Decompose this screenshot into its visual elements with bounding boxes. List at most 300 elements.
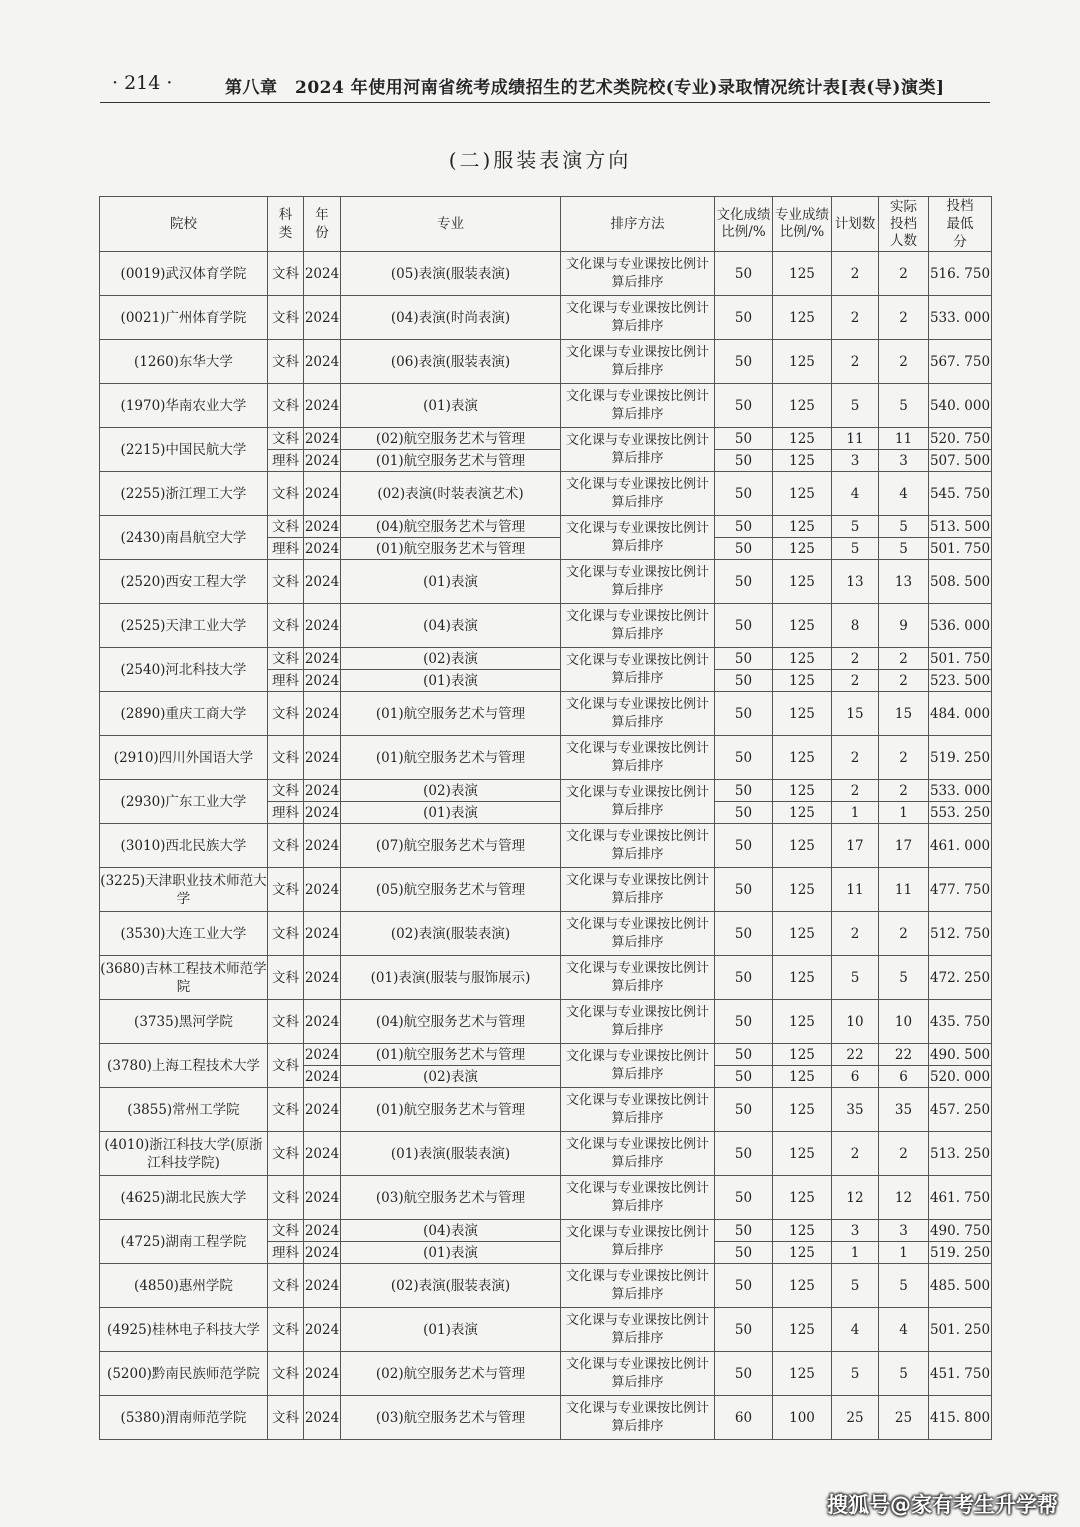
plan-count: 15 bbox=[832, 692, 879, 736]
year: 2024 bbox=[304, 450, 341, 472]
year: 2024 bbox=[304, 1242, 341, 1264]
plan-count: 11 bbox=[832, 428, 879, 450]
plan-count: 12 bbox=[832, 1176, 879, 1220]
pro-ratio: 125 bbox=[773, 472, 832, 516]
table-header bbox=[100, 197, 992, 252]
major: (06)表演(服装表演) bbox=[341, 340, 561, 384]
school-name: (2430)南昌航空大学 bbox=[100, 516, 268, 560]
major: (01)表演 bbox=[341, 384, 561, 428]
pro-ratio: 125 bbox=[773, 1044, 832, 1066]
actual-count: 5 bbox=[879, 1352, 929, 1396]
sort-method: 文化课与专业课按比例计算后排序 bbox=[561, 1176, 715, 1220]
min-score: 477. 750 bbox=[929, 868, 992, 912]
sort-method: 文化课与专业课按比例计算后排序 bbox=[561, 692, 715, 736]
school-name: (2525)天津工业大学 bbox=[100, 604, 268, 648]
culture-ratio: 50 bbox=[715, 472, 773, 516]
major: (01)表演(服装与服饰展示) bbox=[341, 956, 561, 1000]
major: (01)航空服务艺术与管理 bbox=[341, 692, 561, 736]
culture-ratio: 50 bbox=[715, 340, 773, 384]
category: 理科 bbox=[268, 1242, 304, 1264]
sort-method: 文化课与专业课按比例计算后排序 bbox=[561, 648, 715, 692]
plan-count: 2 bbox=[832, 670, 879, 692]
culture-ratio: 50 bbox=[715, 296, 773, 340]
major: (02)表演 bbox=[341, 648, 561, 670]
sort-method: 文化课与专业课按比例计算后排序 bbox=[561, 1264, 715, 1308]
year: 2024 bbox=[304, 1220, 341, 1242]
major: (02)航空服务艺术与管理 bbox=[341, 1352, 561, 1396]
category: 文科 bbox=[268, 1044, 304, 1088]
culture-ratio: 50 bbox=[715, 1044, 773, 1066]
sort-method: 文化课与专业课按比例计算后排序 bbox=[561, 868, 715, 912]
category: 文科 bbox=[268, 912, 304, 956]
min-score: 545. 750 bbox=[929, 472, 992, 516]
actual-count: 2 bbox=[879, 296, 929, 340]
major: (02)表演(服装表演) bbox=[341, 1264, 561, 1308]
culture-ratio: 60 bbox=[715, 1396, 773, 1440]
school-name: (5380)渭南师范学院 bbox=[100, 1396, 268, 1440]
section-title: (二)服装表演方向 bbox=[448, 148, 632, 172]
min-score: 533. 000 bbox=[929, 780, 992, 802]
culture-ratio: 50 bbox=[715, 384, 773, 428]
min-score: 501. 750 bbox=[929, 538, 992, 560]
culture-ratio: 50 bbox=[715, 780, 773, 802]
table-row bbox=[100, 780, 992, 802]
category: 理科 bbox=[268, 802, 304, 824]
culture-ratio: 50 bbox=[715, 824, 773, 868]
year: 2024 bbox=[304, 560, 341, 604]
page-number: · 214 · bbox=[112, 72, 173, 94]
school-name: (3530)大连工业大学 bbox=[100, 912, 268, 956]
table-row bbox=[100, 648, 992, 670]
pro-ratio: 125 bbox=[773, 1242, 832, 1264]
category: 文科 bbox=[268, 1264, 304, 1308]
category: 文科 bbox=[268, 1396, 304, 1440]
sort-method: 文化课与专业课按比例计算后排序 bbox=[561, 824, 715, 868]
plan-count: 3 bbox=[832, 450, 879, 472]
year: 2024 bbox=[304, 1000, 341, 1044]
table-row bbox=[100, 516, 992, 538]
actual-count: 2 bbox=[879, 1132, 929, 1176]
pro-ratio: 125 bbox=[773, 296, 832, 340]
plan-count: 2 bbox=[832, 780, 879, 802]
sort-method: 文化课与专业课按比例计算后排序 bbox=[561, 1000, 715, 1044]
pro-ratio: 125 bbox=[773, 780, 832, 802]
school-name: (1970)华南农业大学 bbox=[100, 384, 268, 428]
culture-ratio: 50 bbox=[715, 1308, 773, 1352]
plan-count: 5 bbox=[832, 516, 879, 538]
min-score: 485. 500 bbox=[929, 1264, 992, 1308]
plan-count: 2 bbox=[832, 1132, 879, 1176]
culture-ratio: 50 bbox=[715, 1066, 773, 1088]
school-name: (3855)常州工学院 bbox=[100, 1088, 268, 1132]
min-score: 501. 250 bbox=[929, 1308, 992, 1352]
school-name: (2930)广东工业大学 bbox=[100, 780, 268, 824]
min-score: 516. 750 bbox=[929, 252, 992, 296]
min-score: 484. 000 bbox=[929, 692, 992, 736]
year: 2024 bbox=[304, 428, 341, 450]
year: 2024 bbox=[304, 538, 341, 560]
sort-method: 文化课与专业课按比例计算后排序 bbox=[561, 604, 715, 648]
plan-count: 2 bbox=[832, 296, 879, 340]
min-score: 523. 500 bbox=[929, 670, 992, 692]
table-row bbox=[100, 1264, 992, 1308]
header-category: 科类 bbox=[268, 197, 304, 252]
pro-ratio: 125 bbox=[773, 384, 832, 428]
category: 文科 bbox=[268, 824, 304, 868]
major: (03)航空服务艺术与管理 bbox=[341, 1176, 561, 1220]
school-name: (3225)天津职业技术师范大学 bbox=[100, 868, 268, 912]
year: 2024 bbox=[304, 1088, 341, 1132]
header-min-score: 投档最低分 bbox=[929, 197, 992, 252]
table-row bbox=[100, 340, 992, 384]
table-row bbox=[100, 428, 992, 450]
culture-ratio: 50 bbox=[715, 604, 773, 648]
min-score: 490. 500 bbox=[929, 1044, 992, 1066]
pro-ratio: 100 bbox=[773, 1396, 832, 1440]
year: 2024 bbox=[304, 1044, 341, 1066]
actual-count: 17 bbox=[879, 824, 929, 868]
category: 文科 bbox=[268, 1176, 304, 1220]
sort-method: 文化课与专业课按比例计算后排序 bbox=[561, 1352, 715, 1396]
min-score: 553. 250 bbox=[929, 802, 992, 824]
school-name: (3010)西北民族大学 bbox=[100, 824, 268, 868]
sort-method: 文化课与专业课按比例计算后排序 bbox=[561, 1132, 715, 1176]
school-name: (4010)浙江科技大学(原浙江科技学院) bbox=[100, 1132, 268, 1176]
actual-count: 6 bbox=[879, 1066, 929, 1088]
major: (07)航空服务艺术与管理 bbox=[341, 824, 561, 868]
pro-ratio: 125 bbox=[773, 1220, 832, 1242]
major: (04)航空服务艺术与管理 bbox=[341, 1000, 561, 1044]
sort-method: 文化课与专业课按比例计算后排序 bbox=[561, 1308, 715, 1352]
major: (01)表演 bbox=[341, 670, 561, 692]
school-name: (3780)上海工程技术大学 bbox=[100, 1044, 268, 1088]
header-culture-ratio: 文化成绩比例/% bbox=[715, 197, 773, 252]
major: (04)表演(时尚表演) bbox=[341, 296, 561, 340]
major: (01)航空服务艺术与管理 bbox=[341, 450, 561, 472]
actual-count: 4 bbox=[879, 1308, 929, 1352]
pro-ratio: 125 bbox=[773, 428, 832, 450]
plan-count: 13 bbox=[832, 560, 879, 604]
year: 2024 bbox=[304, 604, 341, 648]
plan-count: 17 bbox=[832, 824, 879, 868]
major: (01)表演 bbox=[341, 1242, 561, 1264]
min-score: 520. 750 bbox=[929, 428, 992, 450]
plan-count: 5 bbox=[832, 1352, 879, 1396]
min-score: 472. 250 bbox=[929, 956, 992, 1000]
culture-ratio: 50 bbox=[715, 912, 773, 956]
pro-ratio: 125 bbox=[773, 340, 832, 384]
culture-ratio: 50 bbox=[715, 802, 773, 824]
min-score: 461. 000 bbox=[929, 824, 992, 868]
header-method: 排序方法 bbox=[561, 197, 715, 252]
category: 理科 bbox=[268, 538, 304, 560]
sort-method: 文化课与专业课按比例计算后排序 bbox=[561, 516, 715, 560]
category: 文科 bbox=[268, 648, 304, 670]
culture-ratio: 50 bbox=[715, 670, 773, 692]
sort-method: 文化课与专业课按比例计算后排序 bbox=[561, 384, 715, 428]
min-score: 461. 750 bbox=[929, 1176, 992, 1220]
category: 文科 bbox=[268, 560, 304, 604]
year: 2024 bbox=[304, 1352, 341, 1396]
actual-count: 4 bbox=[879, 472, 929, 516]
major: (01)表演 bbox=[341, 802, 561, 824]
page-header bbox=[100, 68, 990, 103]
year: 2024 bbox=[304, 1132, 341, 1176]
min-score: 508. 500 bbox=[929, 560, 992, 604]
actual-count: 5 bbox=[879, 384, 929, 428]
min-score: 513. 500 bbox=[929, 516, 992, 538]
culture-ratio: 50 bbox=[715, 648, 773, 670]
header-plan: 计划数 bbox=[832, 197, 879, 252]
actual-count: 11 bbox=[879, 868, 929, 912]
sort-method: 文化课与专业课按比例计算后排序 bbox=[561, 736, 715, 780]
chapter-title: 第八章 2024 年使用河南省统考成绩招生的艺术类院校(专业)录取情况统计表[表(导)演类] bbox=[225, 78, 945, 98]
plan-count: 6 bbox=[832, 1066, 879, 1088]
school-name: (2215)中国民航大学 bbox=[100, 428, 268, 472]
actual-count: 10 bbox=[879, 1000, 929, 1044]
school-name: (2540)河北科技大学 bbox=[100, 648, 268, 692]
plan-count: 25 bbox=[832, 1396, 879, 1440]
pro-ratio: 125 bbox=[773, 670, 832, 692]
category: 文科 bbox=[268, 428, 304, 450]
actual-count: 2 bbox=[879, 780, 929, 802]
header-actual: 实际投档人数 bbox=[879, 197, 929, 252]
plan-count: 22 bbox=[832, 1044, 879, 1066]
min-score: 512. 750 bbox=[929, 912, 992, 956]
actual-count: 2 bbox=[879, 912, 929, 956]
year: 2024 bbox=[304, 252, 341, 296]
year: 2024 bbox=[304, 1308, 341, 1352]
category: 文科 bbox=[268, 1088, 304, 1132]
plan-count: 11 bbox=[832, 868, 879, 912]
pro-ratio: 125 bbox=[773, 1264, 832, 1308]
header-year: 年份 bbox=[304, 197, 341, 252]
school-name: (2910)四川外国语大学 bbox=[100, 736, 268, 780]
plan-count: 5 bbox=[832, 384, 879, 428]
culture-ratio: 50 bbox=[715, 868, 773, 912]
year: 2024 bbox=[304, 868, 341, 912]
header-school: 院校 bbox=[100, 197, 268, 252]
year: 2024 bbox=[304, 648, 341, 670]
actual-count: 5 bbox=[879, 538, 929, 560]
actual-count: 5 bbox=[879, 956, 929, 1000]
pro-ratio: 125 bbox=[773, 252, 832, 296]
plan-count: 5 bbox=[832, 538, 879, 560]
major: (01)航空服务艺术与管理 bbox=[341, 1088, 561, 1132]
category: 文科 bbox=[268, 1000, 304, 1044]
plan-count: 2 bbox=[832, 252, 879, 296]
category: 文科 bbox=[268, 1352, 304, 1396]
sort-method: 文化课与专业课按比例计算后排序 bbox=[561, 1088, 715, 1132]
min-score: 533. 000 bbox=[929, 296, 992, 340]
school-name: (3680)吉林工程技术师范学院 bbox=[100, 956, 268, 1000]
year: 2024 bbox=[304, 340, 341, 384]
min-score: 490. 750 bbox=[929, 1220, 992, 1242]
table-row bbox=[100, 956, 992, 1000]
plan-count: 5 bbox=[832, 956, 879, 1000]
table-row bbox=[100, 472, 992, 516]
actual-count: 12 bbox=[879, 1176, 929, 1220]
major: (02)表演(时装表演艺术) bbox=[341, 472, 561, 516]
culture-ratio: 50 bbox=[715, 1352, 773, 1396]
actual-count: 1 bbox=[879, 802, 929, 824]
culture-ratio: 50 bbox=[715, 538, 773, 560]
major: (01)航空服务艺术与管理 bbox=[341, 736, 561, 780]
table-row bbox=[100, 912, 992, 956]
pro-ratio: 125 bbox=[773, 1088, 832, 1132]
school-name: (1260)东华大学 bbox=[100, 340, 268, 384]
category: 文科 bbox=[268, 692, 304, 736]
min-score: 567. 750 bbox=[929, 340, 992, 384]
culture-ratio: 50 bbox=[715, 560, 773, 604]
table-row bbox=[100, 1044, 992, 1066]
plan-count: 2 bbox=[832, 340, 879, 384]
actual-count: 1 bbox=[879, 1242, 929, 1264]
major: (01)航空服务艺术与管理 bbox=[341, 538, 561, 560]
sort-method: 文化课与专业课按比例计算后排序 bbox=[561, 1396, 715, 1440]
min-score: 513. 250 bbox=[929, 1132, 992, 1176]
school-name: (0021)广州体育学院 bbox=[100, 296, 268, 340]
year: 2024 bbox=[304, 824, 341, 868]
min-score: 507. 500 bbox=[929, 450, 992, 472]
category: 文科 bbox=[268, 384, 304, 428]
year: 2024 bbox=[304, 516, 341, 538]
pro-ratio: 125 bbox=[773, 956, 832, 1000]
min-score: 520. 000 bbox=[929, 1066, 992, 1088]
table-row bbox=[100, 1000, 992, 1044]
category: 文科 bbox=[268, 736, 304, 780]
sort-method: 文化课与专业课按比例计算后排序 bbox=[561, 780, 715, 824]
major: (05)航空服务艺术与管理 bbox=[341, 868, 561, 912]
actual-count: 2 bbox=[879, 252, 929, 296]
culture-ratio: 50 bbox=[715, 252, 773, 296]
table-row bbox=[100, 1396, 992, 1440]
min-score: 501. 750 bbox=[929, 648, 992, 670]
year: 2024 bbox=[304, 736, 341, 780]
admission-table bbox=[99, 196, 992, 1440]
pro-ratio: 125 bbox=[773, 824, 832, 868]
pro-ratio: 125 bbox=[773, 516, 832, 538]
pro-ratio: 125 bbox=[773, 538, 832, 560]
pro-ratio: 125 bbox=[773, 868, 832, 912]
culture-ratio: 50 bbox=[715, 1220, 773, 1242]
table-row bbox=[100, 1220, 992, 1242]
school-name: (4925)桂林电子科技大学 bbox=[100, 1308, 268, 1352]
header-pro-ratio: 专业成绩比例/% bbox=[773, 197, 832, 252]
plan-count: 5 bbox=[832, 1264, 879, 1308]
culture-ratio: 50 bbox=[715, 692, 773, 736]
table-row bbox=[100, 824, 992, 868]
plan-count: 2 bbox=[832, 912, 879, 956]
actual-count: 2 bbox=[879, 736, 929, 780]
actual-count: 3 bbox=[879, 450, 929, 472]
pro-ratio: 125 bbox=[773, 736, 832, 780]
sort-method: 文化课与专业课按比例计算后排序 bbox=[561, 428, 715, 472]
major: (03)航空服务艺术与管理 bbox=[341, 1396, 561, 1440]
sort-method: 文化课与专业课按比例计算后排序 bbox=[561, 560, 715, 604]
pro-ratio: 125 bbox=[773, 450, 832, 472]
year: 2024 bbox=[304, 1066, 341, 1088]
table-row bbox=[100, 1352, 992, 1396]
culture-ratio: 50 bbox=[715, 428, 773, 450]
major: (02)表演(服装表演) bbox=[341, 912, 561, 956]
table-row bbox=[100, 868, 992, 912]
pro-ratio: 125 bbox=[773, 1132, 832, 1176]
major: (04)表演 bbox=[341, 604, 561, 648]
actual-count: 25 bbox=[879, 1396, 929, 1440]
major: (04)航空服务艺术与管理 bbox=[341, 516, 561, 538]
category: 文科 bbox=[268, 252, 304, 296]
sort-method: 文化课与专业课按比例计算后排序 bbox=[561, 252, 715, 296]
culture-ratio: 50 bbox=[715, 1242, 773, 1264]
category: 文科 bbox=[268, 956, 304, 1000]
pro-ratio: 125 bbox=[773, 604, 832, 648]
year: 2024 bbox=[304, 780, 341, 802]
min-score: 519. 250 bbox=[929, 736, 992, 780]
major: (01)表演 bbox=[341, 560, 561, 604]
actual-count: 22 bbox=[879, 1044, 929, 1066]
min-score: 519. 250 bbox=[929, 1242, 992, 1264]
pro-ratio: 125 bbox=[773, 1000, 832, 1044]
culture-ratio: 50 bbox=[715, 1000, 773, 1044]
pro-ratio: 125 bbox=[773, 1176, 832, 1220]
min-score: 435. 750 bbox=[929, 1000, 992, 1044]
major: (05)表演(服装表演) bbox=[341, 252, 561, 296]
plan-count: 3 bbox=[832, 1220, 879, 1242]
major: (01)表演(服装表演) bbox=[341, 1132, 561, 1176]
category: 文科 bbox=[268, 516, 304, 538]
min-score: 451. 750 bbox=[929, 1352, 992, 1396]
table-body bbox=[100, 252, 992, 1440]
category: 文科 bbox=[268, 868, 304, 912]
actual-count: 5 bbox=[879, 516, 929, 538]
sort-method: 文化课与专业课按比例计算后排序 bbox=[561, 912, 715, 956]
min-score: 536. 000 bbox=[929, 604, 992, 648]
table-row bbox=[100, 1308, 992, 1352]
major: (02)表演 bbox=[341, 780, 561, 802]
category: 文科 bbox=[268, 1132, 304, 1176]
plan-count: 35 bbox=[832, 1088, 879, 1132]
category: 文科 bbox=[268, 1308, 304, 1352]
major: (01)航空服务艺术与管理 bbox=[341, 1044, 561, 1066]
culture-ratio: 50 bbox=[715, 736, 773, 780]
plan-count: 10 bbox=[832, 1000, 879, 1044]
table-row bbox=[100, 1088, 992, 1132]
sort-method: 文化课与专业课按比例计算后排序 bbox=[561, 472, 715, 516]
min-score: 415. 800 bbox=[929, 1396, 992, 1440]
school-name: (3735)黑河学院 bbox=[100, 1000, 268, 1044]
actual-count: 5 bbox=[879, 1264, 929, 1308]
culture-ratio: 50 bbox=[715, 1088, 773, 1132]
category: 文科 bbox=[268, 1220, 304, 1242]
year: 2024 bbox=[304, 802, 341, 824]
min-score: 457. 250 bbox=[929, 1088, 992, 1132]
table-row bbox=[100, 560, 992, 604]
table-row bbox=[100, 604, 992, 648]
actual-count: 2 bbox=[879, 340, 929, 384]
plan-count: 8 bbox=[832, 604, 879, 648]
school-name: (4625)湖北民族大学 bbox=[100, 1176, 268, 1220]
pro-ratio: 125 bbox=[773, 912, 832, 956]
year: 2024 bbox=[304, 1264, 341, 1308]
year: 2024 bbox=[304, 912, 341, 956]
actual-count: 2 bbox=[879, 670, 929, 692]
culture-ratio: 50 bbox=[715, 1132, 773, 1176]
header-major: 专业 bbox=[341, 197, 561, 252]
category: 理科 bbox=[268, 450, 304, 472]
watermark: 搜狐号@家有考生升学帮 bbox=[827, 1493, 1058, 1517]
major: (02)航空服务艺术与管理 bbox=[341, 428, 561, 450]
